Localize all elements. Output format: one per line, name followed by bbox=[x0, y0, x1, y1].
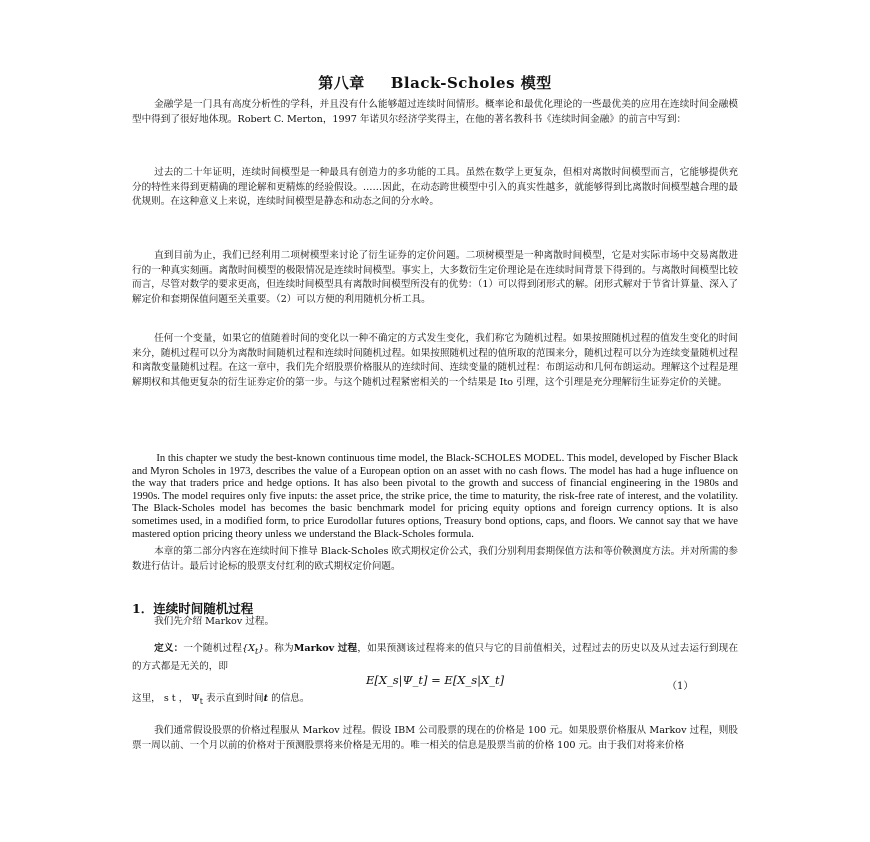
markov-term: Markov 过程 bbox=[293, 643, 358, 654]
binomial-paragraph: 直到目前为止，我们已经利用二项树模型来讨论了衍生证券的定价问题。二项树模型是一种离散时间模型，它是对实际市场中交易离散进行的一种真实刻画。离散时间模型的极限情况是连续时间模型。事实上，大多数衍生定价理论是在连续时间背景下得到的。与离散时间模型比较而言，尽管对数学的要求更高，但连续时间模型具有离散时间模型所没有的优势：（1）可以得到闭形式的解。闭形式解对于节省计算量、深入了解定价和套期保值问题至关重要。（2）可以方便的利用随机分析工具。 bbox=[132, 250, 738, 305]
where-text3: 的信息。 bbox=[268, 693, 310, 704]
markov-equation: E[X_s|Ψ_t] = E[X_s|X_t] bbox=[365, 673, 505, 687]
english-paragraph: In this chapter we study the best-known continuous time model, the Black-SCHOLES MODEL. This model, developed by Fischer Black and Myron Scholes in 1973, describes the value of a European option on an asset with no cash flows. The model has had a huge influence on the way that traders price and hedge options. It has also been pivotal to the growth and success of financial engineering in the 1980s and 1990s. The model requires only five inputs: the asset price, the strike price, the time to maturity, the risk-free rate of interest, and the volatility. The Black-Scholes model has becomes the basic benchmark model for pricing equity options and foreign currency options. It is also sometimes used, in a modified form, to price Eurodollar futures options, Treasury bond options, caps, and floors. We cannot say that we have mastered option pricing theory unless we understand the Black-Scholes formula. bbox=[132, 453, 738, 540]
equation-number: （1） bbox=[667, 681, 694, 692]
ibm-paragraph: 我们通常假设股票的价格过程服从 Markov 过程。假设 IBM 公司股票的现在的价格是 100 元。如果股票价格服从 Markov 过程，则股票一周以前、一个月以前的价格对于预测股票将来价格是无用的。唯一相关的信息是股票当前的价格 100 元。由于我们对将来价格 bbox=[132, 725, 738, 751]
chapter-title bbox=[0, 72, 870, 93]
section-intro: 我们先介绍 Markov 过程。 bbox=[154, 616, 275, 627]
intro-paragraph: 金融学是一门具有高度分析性的学科，并且没有什么能够超过连续时间情形。概率论和最优化理论的一些最优美的应用在连续时间金融模型中得到了很好地体现。Robert C. Merton，1997 年诺贝尔经济学奖得主，在他的著名教科书《连续时间金融》的前言中写到： bbox=[132, 99, 738, 125]
definition-paragraph bbox=[132, 642, 738, 674]
equation-explanation bbox=[132, 692, 309, 709]
process-symbol: $\{X_t\}$ bbox=[242, 643, 265, 656]
definition-label: 定义： bbox=[154, 643, 184, 654]
where-t: t bbox=[263, 693, 269, 704]
where-text2: 表示直到时间 bbox=[202, 693, 264, 704]
chapter-outline-paragraph: 本章的第二部分内容在连续时间下推导 Black-Scholes 欧式期权定价公式，我们分别利用套期保值方法和等价鞅测度方法。并对所需的参数进行估计。最后讨论标的股票支付红利的欧式期权定价问题。 bbox=[132, 546, 738, 572]
chapter-number: 第八章 bbox=[318, 74, 365, 92]
where-sub: t bbox=[199, 696, 203, 706]
definition-text-c: ，如果预测该过程将来的值只与它的目前值相关，过程过去的历史以及从过去运行到现在的方式都是无关的，即 bbox=[132, 643, 739, 672]
definition-text-b: 。称为 bbox=[264, 643, 294, 654]
section-heading: 1．连续时间随机过程 bbox=[132, 601, 254, 616]
where-text: 这里， s t ， Ψ bbox=[132, 693, 200, 704]
stochastic-process-paragraph: 任何一个变量，如果它的值随着时间的变化以一种不确定的方式发生变化，我们称它为随机过程。如果按照随机过程的值发生变化的时间来分，随机过程可以分为离散时间随机过程和连续时间随机过程。如果按照随机过程的值所取的范围来分，随机过程可以分为连续变量随机过程和离散变量随机过程。在这一章中，我们先介绍股票价格服从的连续时间、连续变量的随机过程：布朗运动和几何布朗运动。理解这个过程是理解期权和其他更复杂的衍生证券定价的第一步。与这个随机过程紧密相关的一个结果是 Ito 引理，这个引理是充分理解衍生证券定价的关键。 bbox=[132, 333, 738, 388]
quote-paragraph: 过去的二十年证明，连续时间模型是一种最具有创造力的多功能的工具。虽然在数学上更复杂，但相对离散时间模型而言，它能够提供充分的特性来得到更精确的理论解和更精炼的经验假设。……因此，在动态跨世模型中引入的真实性越多，就能够得到比离散时间模型越合理的最优规则。在这种意义上来说，连续时间模型是静态和动态之间的分水岭。 bbox=[132, 167, 738, 208]
chapter-name: Black-Scholes 模型 bbox=[390, 74, 552, 92]
definition-text-a: 一个随机过程 bbox=[183, 643, 242, 654]
